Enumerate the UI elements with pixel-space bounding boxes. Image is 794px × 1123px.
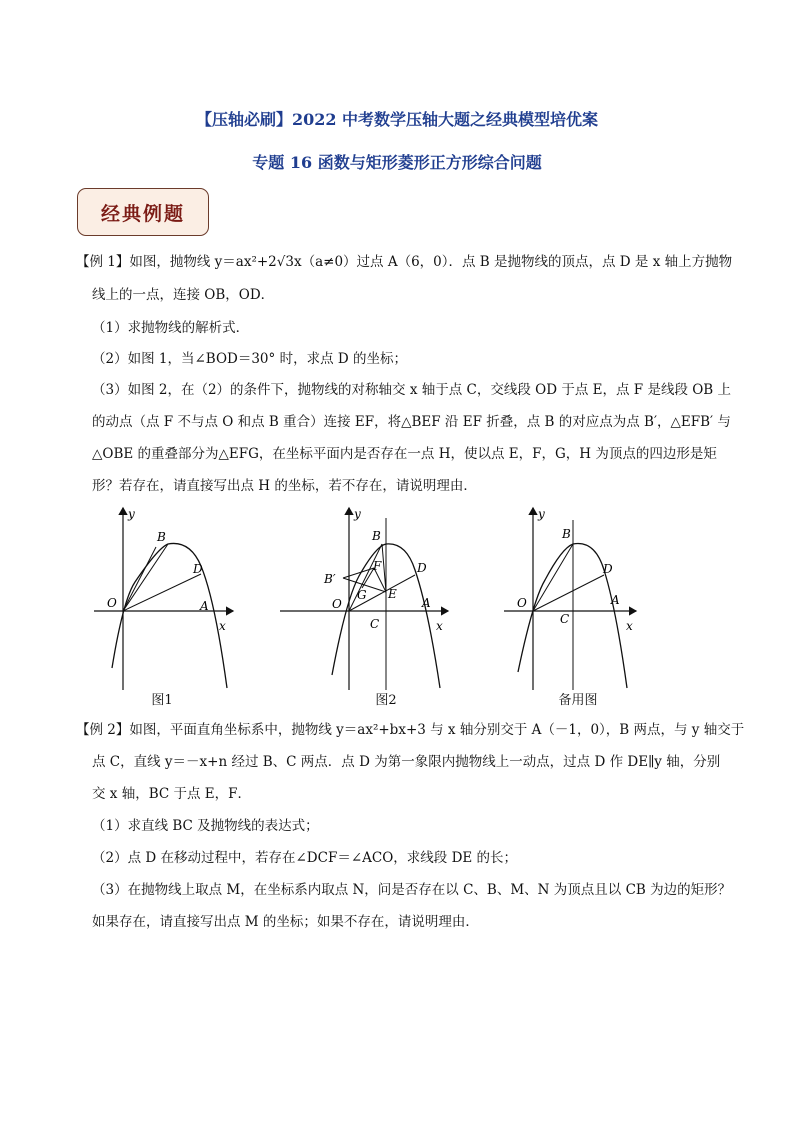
example2-line1: 【例 2】如图，平面直角坐标系中，抛物线 y＝ax²+bx+3 与 x 轴分别交于 A（－1，0），B 两点，与 y 轴交于 [76, 722, 745, 738]
example2-question3-line2: 如果存在，请直接写出点 M 的坐标；如果不存在，请说明理由． [92, 914, 479, 930]
example2-line3: 交 x 轴，BC 于点 E，F． [92, 786, 252, 802]
section-badge [77, 188, 209, 236]
fig2-label-Bprime: B′ [324, 572, 336, 586]
fig1-label-D: D [193, 562, 203, 576]
example1-question3-line3: △OBE 的重叠部分为△EFG，在坐标平面内是否存在一点 H，使以点 E，F，G，H 为顶点的四边形是矩 [92, 446, 717, 462]
fig2-label-A: A [422, 596, 431, 610]
fig1-label-A: A [200, 599, 209, 613]
example2-line2: 点 C，直线 y＝－x+n 经过 B、C 两点．点 D 为第一象限内抛物线上一动点，过点 D 作 DE∥y 轴，分别 [92, 754, 721, 770]
figure-3-caption: 备用图 [558, 693, 598, 708]
fig1-label-O: O [107, 596, 117, 610]
fig2-label-B: B [372, 529, 381, 543]
fig3-label-x: x [626, 619, 633, 633]
document-title: 【压轴必刷】2022 中考数学压轴大题之经典模型培优案 [195, 110, 599, 129]
figure-2-caption: 图2 [375, 693, 397, 708]
fig3-label-y: y [538, 507, 545, 521]
example1-line1: 【例 1】如图，抛物线 y＝ax²+2√3x（a≠0）过点 A（6，0）．点 B 是抛物线的顶点，点 D 是 x 轴上方抛物 [76, 254, 733, 270]
example2-question2: （2）点 D 在移动过程中，若存在∠DCF＝∠ACO，求线段 DE 的长； [92, 850, 518, 866]
document-subtitle: 专题 16 函数与矩形菱形正方形综合问题 [252, 153, 542, 172]
example2-question3-line1: （3）在抛物线上取点 M，在坐标系内取点 N，问是否存在以 C、B、M、N 为顶点且以 CB 为边的矩形？ [92, 882, 732, 898]
example1-question3-line2: 的动点（点 F 不与点 O 和点 B 重合）连接 EF，将△BEF 沿 EF 折叠，点 B 的对应点为点 B′，△EFB′ 与 [92, 414, 731, 430]
fig1-label-y: y [128, 507, 135, 521]
fig2-label-E: E [388, 587, 397, 601]
fig2-label-F: F [373, 559, 382, 573]
fig2-label-G: G [357, 588, 367, 602]
figure-1-caption: 图1 [151, 693, 173, 708]
fig1-label-B: B [157, 530, 166, 544]
figure-3 [500, 500, 650, 699]
section-badge-label: 经典例题 [100, 202, 185, 225]
example1-question1: （1）求抛物线的解析式． [92, 320, 250, 336]
fig3-label-A: A [611, 593, 620, 607]
fig3-label-D: D [603, 562, 613, 576]
fig2-label-O: O [332, 597, 342, 611]
fig2-label-y: y [354, 507, 361, 521]
fig3-label-B: B [562, 527, 571, 541]
fig3-label-C: C [560, 612, 570, 626]
fig2-label-C: C [370, 617, 380, 631]
example1-line2: 线上的一点，连接 OB，OD． [92, 287, 275, 303]
example1-question3-line1: （3）如图 2，在（2）的条件下，抛物线的对称轴交 x 轴于点 C，交线段 OD 于点 E，点 F 是线段 OB 上 [92, 382, 732, 398]
fig3-label-O: O [517, 596, 527, 610]
example1-question3-line4: 形？若存在，请直接写出点 H 的坐标，若不存在，请说明理由． [92, 478, 477, 494]
figure-1 [90, 500, 250, 699]
fig2-label-D: D [417, 561, 427, 575]
fig1-label-x: x [219, 619, 226, 633]
fig2-label-x: x [436, 619, 443, 633]
example1-question2: （2）如图 1，当∠BOD＝30° 时，求点 D 的坐标； [92, 351, 407, 367]
example2-question1: （1）求直线 BC 及抛物线的表达式； [92, 818, 319, 834]
figure-2 [276, 500, 456, 699]
